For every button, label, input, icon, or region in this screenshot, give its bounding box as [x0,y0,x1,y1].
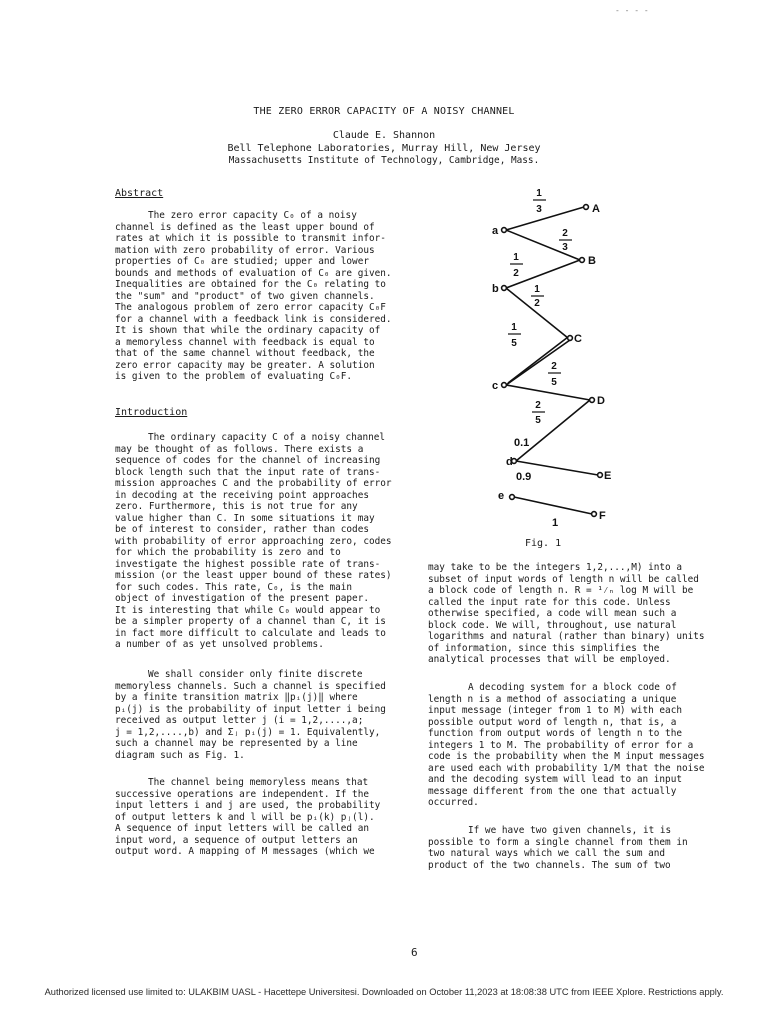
output-label-E: E [604,470,612,482]
label-cC2-num: 2 [551,361,557,372]
label-eF: 1 [552,517,559,529]
label-cC1-den: 5 [511,338,517,349]
page-number: 6 [411,946,418,959]
output-label-F: F [599,510,606,522]
output-label-B: B [588,255,596,267]
label-aA-den: 3 [536,204,542,215]
label-dE: 0.9 [516,471,532,483]
output-label-A: A [592,203,600,215]
corner-mark: - - - - [615,6,649,15]
output-label-D: D [597,395,605,407]
intro-paragraph-3: The channel being memoryless means that successive operations are independent. If the input letters i and j are used, the probability of output letters k and l will be pᵢ(k) pⱼ(l). A sequence of input letters will be called an input word, a sequence of output letters an output word. A mapping of M messages (which we [115,777,381,857]
label-bC-den: 2 [534,298,540,309]
edge-e-F [514,497,592,514]
abstract-text: The zero error capacity C₀ of a noisy channel is defined as the least upper bound of rates at which it is possible to transmit infor- mation with zero probability of error. Various properties of C₀ are studied; upper and lower bounds and methods of evaluation of C₀ are given. Inequalities are obtained for the C₀ relating to the "sum" and "product" of two given channels. The analogous problem of zero error capacity C₀F for a channel with a feedback link is considered. It is shown that while the ordinary capacity of a memoryless channel with feedback is equal to that of the same channel without feedback, the zero error capacity may be greater. A solution is given to the problem of evaluating C₀F. [115,210,392,382]
paper-title: THE ZERO ERROR CAPACITY OF A NOISY CHANNEL [253,106,515,117]
output-label-C: C [574,333,582,345]
affiliation-1: Bell Telephone Laboratories, Murray Hill, New Jersey [227,143,541,154]
label-cC2-den: 5 [551,377,557,388]
right-paragraph-3: If we have two given channels, it is possible to form a single channel from them in two natural ways which we call the sum and product of the two channels. The sum of two [428,825,688,871]
label-bB-num: 1 [513,252,519,263]
right-paragraph-2: A decoding system for a block code of length n is a method of associating a unique input message (integer from 1 to M) with each possible output word of length n, that is, a function from output words of length n to the integers 1 to M. The probability of error for a code is the probability when the M input messages are used each with probability 1/M that the noise and the decoding system will lead to an input message different from the one that actually occurred. [428,682,705,808]
input-label-d: d [506,456,513,468]
input-label-c: c [492,380,499,392]
label-cC1-num: 1 [511,322,517,333]
label-aA-num: 1 [536,188,542,199]
author-name: Claude E. Shannon [332,130,436,141]
node-F [592,512,597,517]
input-label-e: e [498,490,505,502]
node-e [510,495,515,500]
node-b [502,286,507,291]
edge-c-D [506,385,590,400]
intro-paragraph-2: We shall consider only finite discrete memoryless channels. Such a channel is specified by a finite transition matrix ‖pᵢ(j)‖ where pᵢ(j) is the probability of input letter i being received as output letter j (i = 1,2,....,a; j = 1,2,....,b) and Σⱼ pᵢ(j) = 1. Equivalently, such a channel may be represented by a line diagram such as Fig. 1. [115,669,386,761]
node-E [598,473,603,478]
edge-a-A [506,207,584,230]
affiliation-2: Massachusetts Institute of Technology, Cambridge, Mass. [228,155,540,166]
intro-paragraph-1: The ordinary capacity C of a noisy channel may be thought of as follows. There exists a sequence of codes for the channel of increasing block length such that the input rate of trans- mission approaches C and the probability of error in decoding at the receiving point approaches zero. Furthermore, this is not true for any value higher than C. In some situations it may be of interest to consider, rather than codes with probability of error approaching zero, codes for which the probability is zero and to investigate the highest possible rate of trans- mission (or the least upper bound of these rates) for such codes. This rate, C₀, is the main object of investigation of the present paper. It is interesting that while C₀ would appear to be a simpler property of a channel than C, it is in fact more difficult to calculate and leads to a number of as yet unsolved problems. [115,432,392,650]
label-bB-den: 2 [513,268,519,279]
input-label-a: a [492,225,499,237]
label-cD-num: 2 [535,400,541,411]
license-footer: Authorized licensed use limited to: ULAKBIM UASL - Hacettepe Universitesi. Downloaded on October 11,2023 at 18:08:38 UTC from IEEE Xplore. Restrictions apply. [44,987,724,997]
node-a [502,228,507,233]
abstract-heading: Abstract [115,188,164,199]
label-cD-den: 5 [535,415,541,426]
figure-caption: Fig. 1 [525,538,562,549]
edge-d-D [516,400,590,461]
label-aB-den: 3 [562,242,568,253]
node-D [590,398,595,403]
node-C [568,336,573,341]
input-label-b: b [492,283,499,295]
label-dD: 0.1 [514,437,530,449]
node-c [502,383,507,388]
label-aB-num: 2 [562,228,568,239]
introduction-heading: Introduction [115,407,188,418]
edge-c-C-2 [508,337,568,383]
node-B [580,258,585,263]
label-bC-num: 1 [534,284,540,295]
right-paragraph-1: may take to be the integers 1,2,...,M) into a subset of input words of length n will be called a block code of length n. R = ¹⁄ₙ log M will be called the input rate for this code. Unless otherwise specified, a code will mean such a block code. We will, throughout, use natural logarithms and natural (rather than binary) units of information, since this simplifies the analytical processes that will be employed. [428,562,705,665]
node-A [584,205,589,210]
channel-line-diagram [470,180,650,530]
